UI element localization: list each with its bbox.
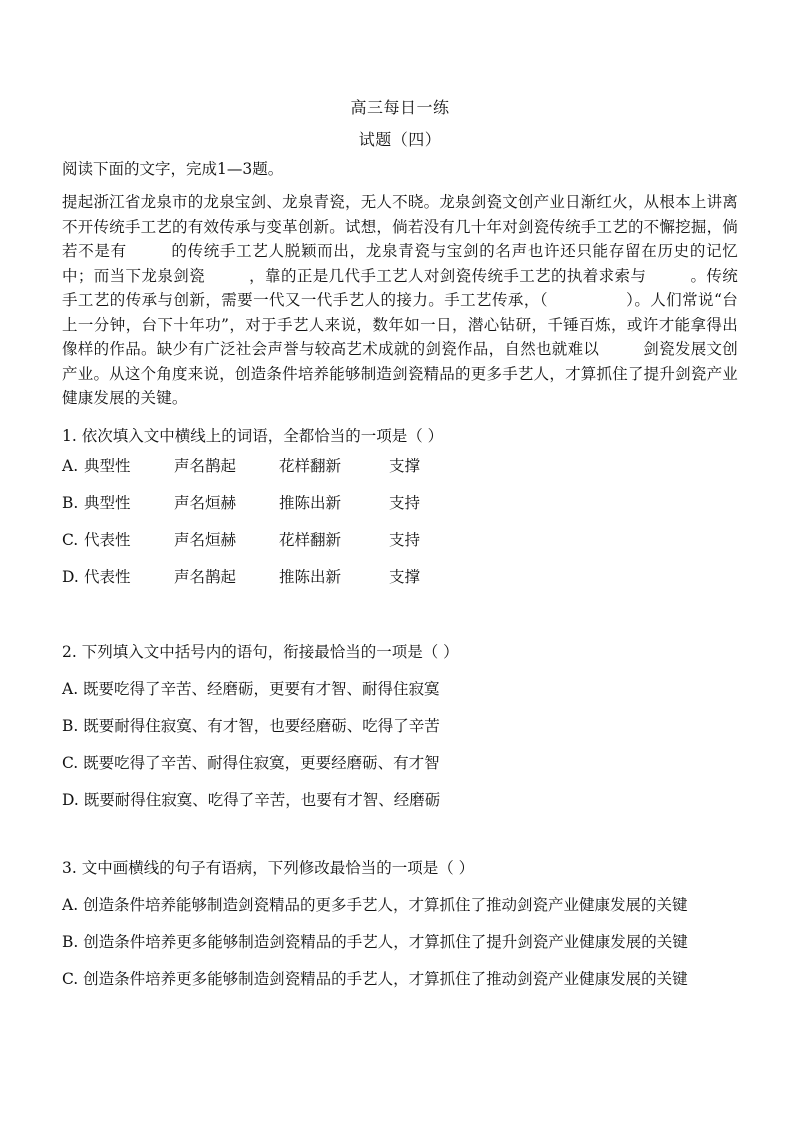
question-stem: 3. 文中画横线的句子有语病，下列修改最恰当的一项是（ ）: [62, 858, 475, 877]
option-word: 花样翻新: [279, 530, 342, 549]
question-2: [62, 641, 738, 819]
option-word: 声名烜赫: [174, 530, 237, 549]
option-line: B. 既要耐得住寂寞、有才智，也要经磨砺、吃得了辛苦: [62, 717, 440, 735]
passage-segment: ，靠的正是几代手工艺人对剑瓷传统手工艺的执着求索与: [248, 266, 647, 285]
option-row: [62, 529, 738, 566]
option-word: 推陈出新: [279, 493, 342, 512]
option-word: 推陈出新: [279, 567, 342, 586]
page-subtitle: 试题（四）: [358, 130, 442, 149]
option-word: 典型性: [84, 493, 131, 512]
option-letter: C.: [62, 530, 79, 549]
option-word: 支撑: [389, 567, 421, 586]
option-line: C. 创造条件培养更多能够制造剑瓷精品的手艺人，才算抓住了推动剑瓷产业健康发展的关键: [62, 970, 688, 988]
option-line: D. 既要耐得住寂寞、吃得了辛苦，也要有才智、经磨砺: [62, 791, 441, 809]
option-line: C. 既要吃得了辛苦、耐得住寂寞，更要经磨砺、有才智: [62, 754, 440, 772]
option-row: [62, 566, 738, 603]
question-1: [62, 425, 738, 603]
worksheet-page: [62, 92, 738, 998]
option-word: 花样翻新: [279, 456, 342, 475]
passage-segment: 提起浙江省龙泉市的龙泉宝剑、龙泉青瓷，无人不晓。龙泉剑瓷文创产业日渐红火，从根本上讲离不开传统手工艺的有效传承与变革创新。试想，倘若没有几十年对剑瓷传统手工艺的不懈挖掘，倘若不是有: [62, 193, 738, 260]
question-stem: 1. 依次填入文中横线上的词语，全都恰当的一项是（ ）: [62, 426, 444, 445]
reading-passage: [62, 190, 738, 411]
passage-segment: 剑瓷发展文创产业。从这个角度来说，创造条件培养能够制造剑瓷精品的更多手艺人，才算抓住了提升剑瓷产业健康发展的关键。: [62, 340, 739, 407]
option-letter: A.: [62, 456, 79, 475]
option-row: [62, 492, 738, 529]
option-word: 代表性: [84, 530, 131, 549]
option-letter: B.: [62, 493, 79, 512]
option-list: [62, 671, 738, 819]
question-3: [62, 857, 738, 998]
option-letter: D.: [62, 567, 79, 586]
option-word: 支持: [389, 493, 421, 512]
option-word: 代表性: [84, 567, 131, 586]
option-word: 支撑: [389, 456, 421, 475]
option-line: B. 创造条件培养更多能够制造剑瓷精品的手艺人，才算抓住了提升剑瓷产业健康发展的关键: [62, 933, 688, 951]
option-word: 声名烜赫: [174, 493, 237, 512]
passage-segment: 的传统手工艺人脱颖而出，龙泉青瓷与宝剑的名声也许还只能存留在历史的记忆中；而当下龙泉剑瓷: [62, 242, 738, 285]
question-stem: 2. 下列填入文中括号内的语句，衔接最恰当的一项是（ ）: [62, 642, 459, 661]
instruction-text: 阅读下面的文字，完成1—3题。: [62, 160, 284, 178]
option-word: 声名鹊起: [174, 456, 237, 475]
option-row: [62, 455, 738, 492]
page-title: 高三每日一练: [350, 98, 450, 117]
option-list: [62, 455, 738, 603]
option-line: A. 既要吃得了辛苦、经磨砺，更要有才智、耐得住寂寞: [62, 680, 440, 698]
passage-segment: ）。人们常说“台上一分钟，台下十年功”，对于手艺人来说，数年如一日，潜心钻研，千锤百炼，或许才能拿得出像样的作品。缺少有广泛社会声誉与较高艺术成就的剑瓷作品，自然也就难以: [62, 291, 738, 358]
option-list: [62, 887, 738, 998]
passage-segment: 。传统手工艺的传承与创新，需要一代又一代手艺人的接力。手工艺传承，（: [62, 266, 738, 309]
option-word: 声名鹊起: [174, 567, 237, 586]
option-word: 典型性: [84, 456, 131, 475]
option-line: A. 创造条件培养能够制造剑瓷精品的更多手艺人，才算抓住了推动剑瓷产业健康发展的关键: [62, 896, 688, 914]
option-word: 支持: [389, 530, 421, 549]
